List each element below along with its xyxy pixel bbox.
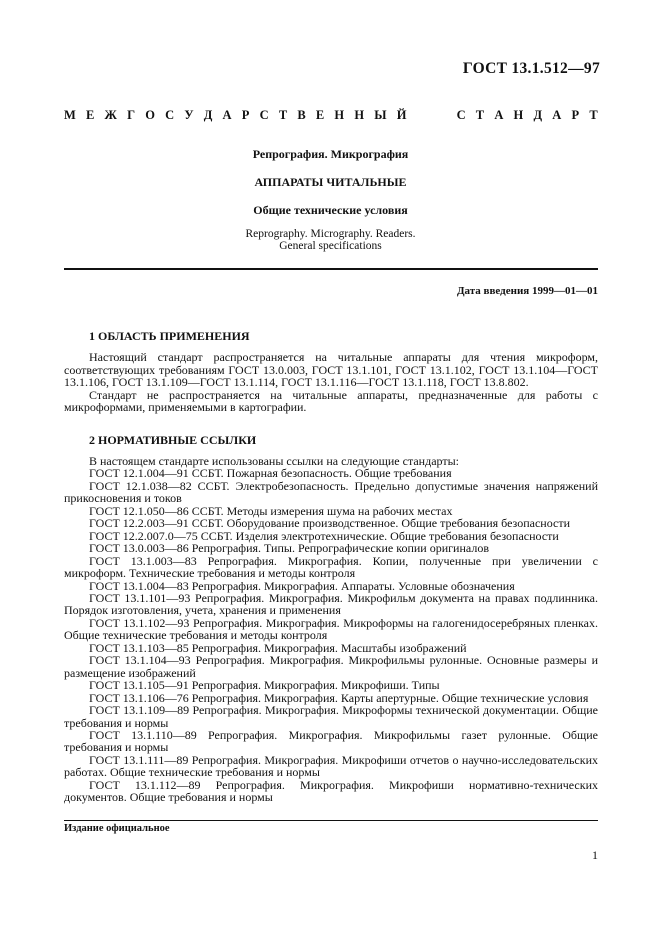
standard-type-letter: Г xyxy=(127,108,136,122)
standard-type-letter: А xyxy=(494,108,504,122)
section-1-paragraph: Настоящий стандарт распространяется на читальные аппараты для чтения микроформ, соответствующих требованиям ГОСТ 13.0.003, ГОСТ 13.1.101, ГОСТ 13.1.102, ГОСТ 13.1.104—ГОСТ 13.1.106, ГОСТ 13.1.109—ГОСТ 13.1.114, ГОСТ 13.1.116—ГОСТ 13.1.118, ГОСТ 13.8.802. xyxy=(64,350,598,389)
page-number: 1 xyxy=(592,848,598,862)
reference-item: ГОСТ 12.1.038—82 ССБТ. Электробезопасность. Предельно допустимые значения напряжений прикосновения и токов xyxy=(64,478,598,506)
edition-label: Издание официальное xyxy=(64,823,170,834)
standard-type-letter: У xyxy=(184,108,194,122)
section-1-heading: 1 ОБЛАСТЬ ПРИМЕНЕНИЯ xyxy=(89,329,250,343)
english-title xyxy=(0,228,661,252)
standard-type-letter: Н xyxy=(334,108,345,122)
standard-type-letter: Ы xyxy=(374,108,387,122)
section-1-body xyxy=(64,351,598,414)
reference-item: ГОСТ 12.2.007.0—75 ССБТ. Изделия электротехнические. Общие требования безопасности xyxy=(89,528,559,543)
title-line-3: Общие технические условия xyxy=(253,203,408,217)
standard-type-letter: Ж xyxy=(104,108,117,122)
standard-type-letter: Д xyxy=(533,108,543,122)
introduction-date: Дата введения 1999—01—01 xyxy=(456,285,598,297)
standard-type-letter: Т xyxy=(278,108,288,122)
reference-item: ГОСТ 13.1.003—83 Репрография. Микрография. Копии, полученные при увеличении с микроформ. Технические требования и методы контроля xyxy=(64,553,598,581)
reference-item: ГОСТ 13.1.102—93 Репрография. Микрография. Микроформы на галогенидосеребряных пленках. Общие технические требования и методы контроля xyxy=(64,615,598,643)
standard-type-letter: Р xyxy=(241,108,250,122)
reference-item: ГОСТ 13.0.003—86 Репрография. Типы. Репрографические копии оригиналов xyxy=(89,541,489,556)
standard-type-letter: В xyxy=(297,108,306,122)
footer-divider xyxy=(64,820,598,821)
english-title-line-2: General specifications xyxy=(279,240,382,252)
reference-item: ГОСТ 12.2.003—91 ССБТ. Оборудование производственное. Общие требования безопасности xyxy=(89,516,571,531)
title-line-2: АППАРАТЫ ЧИТАЛЬНЫЕ xyxy=(254,175,407,189)
document-code: ГОСТ 13.1.512—97 xyxy=(462,60,600,77)
reference-item: ГОСТ 13.1.106—76 Репрография. Микрография. Карты апертурные. Общие технические условия xyxy=(89,690,589,705)
standard-type-letter: Т xyxy=(589,108,598,122)
standard-type-letter: Н xyxy=(354,108,365,122)
standard-type-letter xyxy=(443,108,446,123)
title-line-1: Репрография. Микрография xyxy=(252,147,409,161)
section-1-paragraph: Стандарт не распространяется на читальные аппараты, предназначенные для работы с микроформами, применяемыми в картографии. xyxy=(64,387,598,414)
english-title-line-1: Reprography. Micrography. Readers. xyxy=(245,228,416,240)
standard-type-letter: Р xyxy=(571,108,580,122)
standard-type-letter: Е xyxy=(315,108,325,122)
standard-type-heading xyxy=(64,108,598,123)
title-divider xyxy=(64,268,598,270)
standard-type-letter: Й xyxy=(396,108,407,122)
reference-item: ГОСТ 13.1.004—83 Репрография. Микрография. Аппараты. Условные обозначения xyxy=(89,578,515,593)
reference-item: В настоящем стандарте использованы ссылки на следующие стандарты: xyxy=(89,454,460,468)
standard-type-letter: Т xyxy=(475,108,485,122)
reference-item: ГОСТ 13.1.105—91 Репрография. Микрография. Микрофиши. Типы xyxy=(89,678,440,693)
reference-item: ГОСТ 12.1.050—86 ССБТ. Методы измерения шума на рабочих местах xyxy=(89,503,453,518)
reference-item: ГОСТ 13.1.101—93 Репрография. Микрография. Микрофильм документа на правах подлинника. Порядок изготовления, учета, хранения и применения xyxy=(64,590,598,618)
standard-type-letter: О xyxy=(145,108,155,122)
standard-type-letter: С xyxy=(456,108,466,122)
reference-item: ГОСТ 13.1.112—89 Репрография. Микрография. Микрофиши нормативно-технических документов. Общие требования и нормы xyxy=(64,777,598,805)
standard-type-letter: С xyxy=(165,108,175,122)
reference-item: ГОСТ 13.1.109—89 Репрография. Микрография. Микроформы технической документации. Общие требования и нормы xyxy=(64,703,598,730)
section-2-heading: 2 НОРМАТИВНЫЕ ССЫЛКИ xyxy=(89,433,257,447)
reference-item: ГОСТ 13.1.103—85 Репрография. Микрография. Масштабы изображений xyxy=(89,640,467,655)
reference-item: ГОСТ 13.1.111—89 Репрография. Микрография. Микрофиши отчетов о научно-исследовательских работах. Общие технические требования и нормы xyxy=(64,752,598,780)
standard-type-letter: Е xyxy=(86,108,95,122)
standard-type-letter xyxy=(417,108,420,123)
reference-item: ГОСТ 12.1.004—91 ССБТ. Пожарная безопасность. Общие требования xyxy=(89,466,452,481)
standard-type-letter: Д xyxy=(203,108,213,122)
standard-type-letter: А xyxy=(552,108,562,122)
section-2-references xyxy=(64,455,598,804)
reference-item: ГОСТ 13.1.110—89 Репрография. Микрография. Микрофильмы газет рулонные. Общие требования и нормы xyxy=(64,727,598,755)
reference-item: ГОСТ 13.1.104—93 Репрография. Микрография. Микрофильмы рулонные. Основные размеры и размещение изображений xyxy=(64,653,598,680)
standard-type-letter: Н xyxy=(513,108,524,122)
standard-type-letter: А xyxy=(222,108,232,122)
standard-type-letter: М xyxy=(64,108,76,122)
standard-type-letter: С xyxy=(259,108,269,122)
standard-type-letter xyxy=(430,108,433,123)
